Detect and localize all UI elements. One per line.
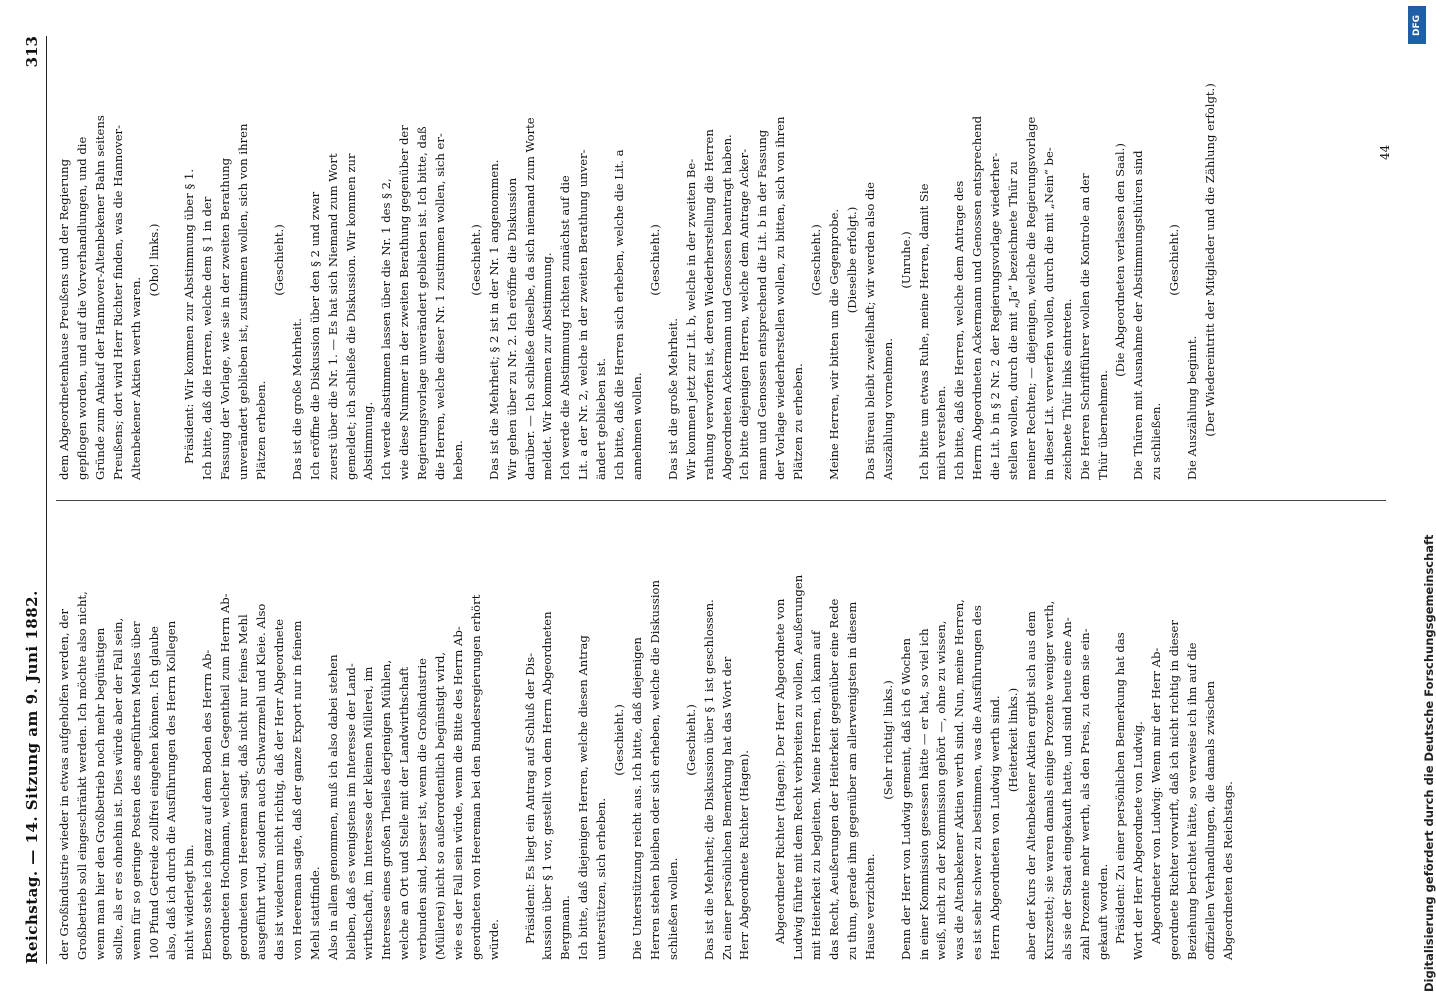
text-line: Beziehung berichtet hätte, so verweise ich ihn auf die — [1185, 642, 1200, 960]
text-line: zu schließen. — [1149, 402, 1164, 480]
text-line: Ich werde abstimmen lassen über die Nr. 1 des § 2, — [379, 178, 394, 480]
text-line: Abgeordneten des Reichstags. — [1220, 781, 1235, 960]
text-line: (Geschieht.) — [683, 704, 698, 776]
text-line: mich verstehen. — [934, 385, 949, 480]
left-text-column — [56, 520, 1386, 960]
text-line: unterstützen, sich erheben. — [594, 797, 609, 960]
text-line: Altenbekener Aktien werth waren. — [128, 276, 143, 480]
text-line: wenn für so geringe Posten des angeführten Mehles über — [128, 621, 143, 960]
text-line: (Oho! links.) — [146, 223, 161, 297]
text-line — [754, 520, 772, 960]
text-line: meldet. Wir kommen zur Abstimmung. — [540, 252, 555, 480]
text-line: geordneten von Heereman sagt, daß nicht nur feines Mehl — [236, 614, 251, 960]
text-line: schließen wollen. — [665, 857, 680, 960]
text-line: (Der Wiedereintritt der Mitglieder und die Zählung erfolgt.) — [1203, 83, 1217, 437]
text-line: Meine Herren, wir bitten um die Gegenprobe. — [826, 208, 841, 480]
text-line: (Geschieht.) — [1167, 224, 1182, 296]
text-line: (Geschieht.) — [647, 224, 662, 296]
text-line: Das ist die Mehrheit; die Diskussion über § 1 ist geschlossen. — [701, 599, 716, 960]
text-line: Die Herren Schriftführer wollen die Kontrole an der — [1077, 173, 1092, 480]
text-line: Bergmann. — [558, 895, 573, 960]
text-line: Das ist die große Mehrheit. — [289, 318, 304, 480]
text-line: geordneten Hochmann, welcher im Gegentheil zum Herrn Ab- — [218, 593, 233, 960]
text-line: weiß, nicht zu der Kommission gehört —, ohne zu wissen, — [934, 620, 949, 960]
text-line: Gründe zum Ankauf der Hannover-Altenbekener Bahn seitens — [92, 115, 107, 480]
text-line: Ich bitte, daß die Herren, welche dem Antrage des — [952, 180, 967, 480]
text-line: Ich bitte, daß die Herren sich erheben, welche die Lit. a — [612, 149, 627, 480]
text-line: Wir gehen über zu Nr. 2. Ich eröffne die Diskussion — [504, 177, 519, 480]
text-line: Herr Abgeordnete Richter (Hagen). — [737, 750, 752, 960]
text-line — [163, 40, 181, 480]
text-line: Die Auszählung beginnt. — [1185, 335, 1200, 480]
text-line: (Müllerei) nicht so außerordentlich begünstigt wird, — [433, 651, 448, 960]
text-line: Ich bitte, daß diejenigen Herren, welche diesen Antrag — [576, 635, 591, 960]
text-line: Abgeordneter Richter (Hagen): Der Herr Abgeordnete von — [773, 598, 788, 944]
column-divider — [56, 500, 1386, 501]
text-line: Das ist die große Mehrheit. — [665, 318, 680, 480]
text-line: (Geschieht.) — [809, 224, 824, 296]
running-title: Reichstag. — 14. Sitzung am 9. Juni 1882. — [23, 590, 41, 964]
text-line: (Geschieht.) — [468, 224, 483, 296]
text-line: meiner Rechten; — diejenigen, welche die Regierungsvorlage — [1023, 116, 1038, 480]
text-line: in einer Kommission gesessen hätte — er hat, so viel ich — [916, 628, 931, 960]
text-line: Also in allem genommen, muß ich also dabei stehen — [325, 654, 340, 960]
text-line: Hause verzichten. — [862, 853, 877, 960]
text-line: Fassung der Vorlage, wie sie in der zweiten Berathung — [218, 157, 233, 480]
text-line: das ist wiederum nicht richtig, daß der Herr Abgeordnete — [271, 618, 286, 960]
text-line: aber der Kurs der Altenbekener Aktien ergibt sich aus dem — [1023, 611, 1038, 960]
text-line: wie diese Nummer in der zweiten Berathung gegenüber der — [397, 125, 412, 480]
text-line: Ich werde die Abstimmung richten zunächst auf die — [558, 175, 573, 480]
text-line: Das ist die Mehrheit; § 2 ist in der Nr. 1 angenommen. — [486, 159, 501, 480]
text-line: (Die Abgeordneten verlassen den Saal.) — [1113, 143, 1128, 377]
text-line: Ich eröffne die Diskussion über den § 2 und zwar — [307, 191, 322, 480]
text-line: (Sehr richtig! links.) — [880, 680, 895, 800]
text-line: Preußens; dort wird Herr Richter finden, was die Hannover- — [110, 124, 125, 480]
text-line: Plätzen zu erheben. — [791, 363, 806, 480]
text-line: Ludwig führte mit dem Recht verbreiten zu wollen, Aeußerungen — [791, 574, 806, 960]
text-line: welche an Ort und Stelle mit der Landwirthschaft — [397, 666, 412, 960]
text-line: als sie der Staat eingekauft hatte, und sind heute eine An- — [1059, 617, 1074, 960]
text-line: sollte, als er es ohnehin ist. Dies würde aber der Fall sein, — [110, 617, 125, 960]
text-line: Präsident: Wir kommen zur Abstimmung über § 1. — [182, 168, 197, 464]
text-line: zu thun, gerade ihm gegenüber am allerwenigsten in diesem — [844, 601, 859, 960]
text-line: zeichnete Thür links eintreten. — [1059, 298, 1074, 480]
text-line: Ich bitte diejenigen Herren, welche dem Antrage Acker- — [737, 148, 752, 480]
text-line: (Dieselbe erfolgt.) — [844, 206, 859, 314]
text-line: wie es der Fall sein würde, wenn die Bitte des Herrn Ab- — [450, 626, 465, 960]
text-line: gemeldet; ich schließe die Diskussion. Wir kommen zur — [343, 153, 358, 480]
text-line: die Herren, welche dieser Nr. 1 zustimmen wollen, sich er- — [433, 133, 448, 480]
text-line: offiziellen Verhandlungen, die damals zwischen — [1203, 680, 1217, 960]
text-line: Wort der Herr Abgeordnete von Ludwig. — [1131, 721, 1146, 960]
text-line: 100 Pfund Getreide zollfrei eingehen können. Ich glaube — [146, 626, 161, 960]
text-line: rathung verworfen ist, deren Wiederherstellung die Herren — [701, 129, 716, 480]
text-line: bleiben, daß es wenigstens im Interesse der Land- — [343, 663, 358, 960]
text-line — [504, 520, 522, 960]
text-line: Ich bitte, daß die Herren, welche dem § 1 in der — [200, 196, 215, 480]
text-line: heben. — [450, 440, 465, 480]
text-line: kussion über § 1 vor, gestellt von dem Herrn Abgeordneten — [540, 611, 555, 960]
text-line: unverändert geblieben ist, zustimmen wollen, sich von ihren — [236, 123, 251, 480]
text-line: Ebenso stehe ich ganz auf dem Boden des Herrn Ab- — [200, 649, 215, 960]
text-line: verbunden sind, besser ist, wenn die Großindustrie — [415, 657, 430, 960]
text-line: Präsident: Zu einer persönlichen Bemerkung hat das — [1113, 632, 1128, 944]
text-line: (Unruhe.) — [898, 231, 913, 289]
text-line: gekauft worden. — [1095, 863, 1110, 960]
text-line: ausgeführt wird, sondern auch Schwarzmehl und Kleie. Also — [253, 603, 268, 960]
text-line: Kurszettel; sie waren damals einige Prozente weniger werth, — [1041, 600, 1056, 960]
text-line: in dieser Lit. verwerfen wollen, durch die mit „Nein“ be- — [1041, 147, 1056, 480]
text-line: Abgeordneten Ackermann und Genossen beantragt haben. — [719, 134, 734, 480]
text-line: Denn der Herr von Ludwig gemeint, daß ich 6 Wochen — [898, 638, 913, 960]
dfg-logo-text: DFG — [1412, 14, 1422, 36]
text-line: dem Abgeordnetenhause Preußens und der Regierung — [57, 158, 71, 480]
text-line: darüber. — Ich schließe dieselbe, da sich niemand zum Worte — [522, 117, 537, 480]
text-line: würde. — [486, 919, 501, 960]
text-line: es ist sehr schwer zu bestimmen, was die Ausführungen des — [970, 605, 985, 960]
text-line: Abstimmung. — [361, 401, 376, 480]
text-line: zuerst über die Nr. 1. — Es hat sich Niemand zum Wort — [325, 153, 340, 480]
text-line: stellen wollen, durch die mit „Ja“ bezeichnete Thür zu — [1006, 161, 1021, 480]
page-header — [18, 36, 47, 964]
text-line: Ich bitte um etwas Ruhe, meine Herren, damit Sie — [916, 183, 931, 480]
text-line: wenn man hier den Großbetrieb noch mehr begünstigen — [92, 627, 107, 960]
credit-text: Digitalisierung gefördert durch die Deutsche Forschungsgemeinschaft — [1422, 534, 1436, 992]
text-line: mann und Genossen entsprechend die Lit. b in der Fassung — [755, 129, 770, 480]
text-line: Die Unterstützung reicht aus. Ich bitte, daß diejenigen — [630, 637, 644, 960]
text-line: Mehl stattfinde. — [307, 866, 322, 960]
right-text-column — [56, 40, 1386, 480]
dfg-logo — [1408, 6, 1426, 44]
text-line: Wir kommen jetzt zur Lit. b, welche in der zweiten Be- — [683, 158, 698, 480]
text-line: Das Büreau bleibt zweifelhaft; wir werden also die — [862, 182, 877, 480]
text-line: der Großindustrie wieder in etwas aufgeholfen werden, der — [57, 608, 71, 960]
text-line: wirthschaft, im Interesse der kleinen Müllerei, im — [361, 666, 376, 960]
text-line: geordnete Richter vorwirft, daß ich nicht richtig in dieser — [1167, 620, 1182, 960]
page-number: 313 — [23, 36, 41, 68]
text-line: Die Thüren mit Ausnahme der Abstimmungsthüren sind — [1131, 150, 1146, 480]
text-line: von Heereman sagte, daß der ganze Export nur in feinem — [289, 620, 304, 960]
text-line: nicht widerlegt bin. — [182, 844, 197, 960]
text-line: zahl Prozente mehr werth, als den Preis, zu dem sie ein- — [1077, 628, 1092, 960]
signature-mark: 44 — [1378, 144, 1392, 160]
text-line: annehmen wollen. — [630, 372, 644, 480]
text-line: (Geschieht.) — [271, 224, 286, 296]
text-line: Thür übernehmen. — [1095, 370, 1110, 480]
text-line: Plätzen erheben. — [253, 380, 268, 480]
digitization-credit — [1404, 8, 1436, 992]
text-line: Auszählung vornehmen. — [880, 338, 895, 480]
text-line: (Heiterkeit links.) — [1006, 687, 1021, 793]
text-line: mit Heiterkeit zu begleiten. Meine Herren, ich kann auf — [809, 630, 824, 960]
text-line: Abgeordneter von Ludwig: Wenn mir der Herr Ab- — [1149, 647, 1164, 944]
text-line: die Lit. b in § 2 Nr. 2 der Regierungsvorlage wiederher- — [988, 152, 1003, 480]
text-line: was die Altenbekener Aktien werth sind. Nun, meine Herren, — [952, 599, 967, 960]
text-line: Zu einer persönlichen Bemerkung hat das Wort der — [719, 656, 734, 960]
text-line: Herrn Abgeordneten von Ludwig werth sind. — [988, 695, 1003, 960]
text-line: Lit. a der Nr. 2, welche in der zweiten Berathung unver- — [576, 149, 591, 480]
text-line: Herren stehen bleiben oder sich erheben, welche die Diskussion — [647, 580, 662, 960]
text-line: Interesse eines großen Theiles derjenigen Mühlen, — [379, 659, 394, 960]
text-line: ändert geblieben ist. — [594, 358, 609, 480]
text-line: (Geschieht.) — [612, 704, 627, 776]
text-line: Großbetrieb soll eingeschränkt werden. Ich möchte also nicht, — [74, 591, 89, 960]
text-line: der Vorlage wiederherstellen wollen, zu bitten, sich von ihren — [773, 116, 788, 480]
text-line: gepflogen worden, und auf die Vorverhandlungen, und die — [74, 136, 89, 480]
text-line: Herrn Abgeordneten Ackermann und Genossen entsprechend — [970, 115, 985, 480]
text-line: Regierungsvorlage unverändert geblieben ist. Ich bitte, daß — [415, 126, 430, 480]
text-line: Präsident: Es liegt ein Antrag auf Schluß der Dis- — [522, 652, 537, 944]
text-line: geordneten von Heereman bei den Bundesregierungen erhört — [468, 594, 483, 960]
text-line: das Recht, Aeußerungen der Heiterkeit gegenüber eine Rede — [826, 598, 841, 960]
text-line: also, daß ich durch die Ausführungen des Herrn Kollegen — [164, 620, 179, 960]
